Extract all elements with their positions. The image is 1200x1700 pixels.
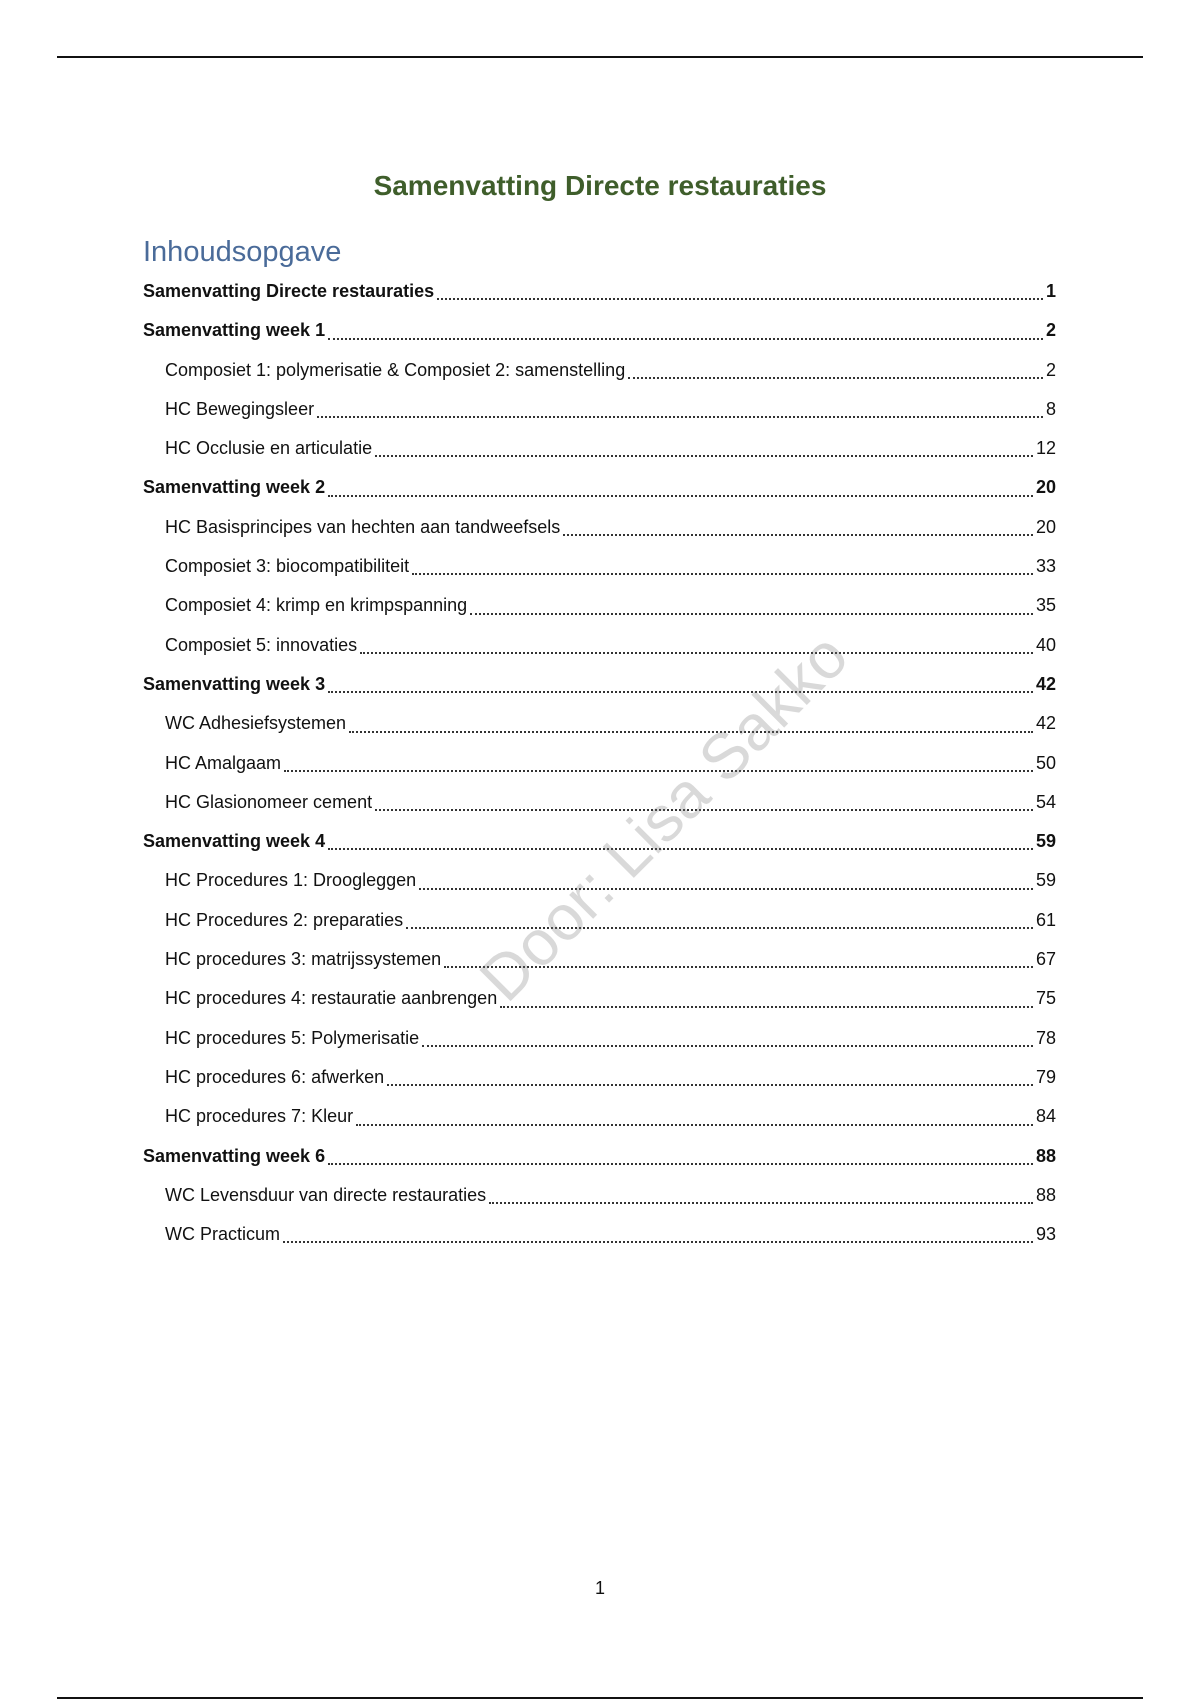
toc-entry-label: HC Bewegingsleer [165, 398, 315, 419]
toc-entry-label: HC Procedures 2: preparaties [165, 909, 404, 930]
toc-entry-page: 2 [1045, 359, 1056, 380]
toc-entry[interactable] [143, 1182, 1056, 1221]
toc-entry-page: 35 [1035, 595, 1056, 616]
toc-entry[interactable] [143, 671, 1056, 710]
toc-entry-label: HC Basisprincipes van hechten aan tandweefsels [165, 516, 561, 537]
toc-entry-label: WC Levensduur van directe restauraties [165, 1184, 487, 1205]
toc-heading: Inhoudsopgave [143, 236, 342, 268]
toc-entry[interactable] [143, 632, 1056, 671]
toc-entry-page: 20 [1035, 516, 1056, 537]
toc-entry-label: Composiet 5: innovaties [165, 634, 358, 655]
toc-leader-dots [563, 534, 1033, 536]
toc-leader-dots [437, 298, 1043, 300]
toc-entry[interactable] [143, 592, 1056, 631]
toc-entry[interactable] [143, 946, 1056, 985]
toc-leader-dots [412, 573, 1033, 575]
toc-entry-page: 78 [1035, 1027, 1056, 1048]
toc-entry[interactable] [143, 553, 1056, 592]
toc-leader-dots [349, 731, 1033, 733]
toc-entry-page: 79 [1035, 1066, 1056, 1087]
toc-entry-label: WC Adhesiefsystemen [165, 713, 347, 734]
toc-leader-dots [328, 338, 1043, 340]
toc-entry-page: 42 [1035, 673, 1056, 694]
toc-leader-dots [470, 613, 1033, 615]
top-rule [57, 56, 1143, 58]
toc-entry[interactable] [143, 435, 1056, 474]
toc-entry-label: WC Practicum [165, 1224, 281, 1245]
toc-entry[interactable] [143, 1064, 1056, 1103]
toc-entry-page: 88 [1035, 1184, 1056, 1205]
bottom-rule [57, 1697, 1143, 1699]
document-title: Samenvatting Directe restauraties [373, 170, 827, 201]
toc-leader-dots [628, 377, 1043, 379]
toc-entry-label: Samenvatting week 3 [143, 673, 326, 694]
toc-entry[interactable] [143, 396, 1056, 435]
toc-entry-label: Samenvatting week 6 [143, 1145, 326, 1166]
toc-entry-label: Composiet 4: krimp en krimpspanning [165, 595, 468, 616]
toc-entry[interactable] [143, 514, 1056, 553]
table-of-contents [143, 278, 1056, 1260]
toc-entry[interactable] [143, 789, 1056, 828]
toc-leader-dots [328, 1163, 1033, 1165]
toc-leader-dots [360, 652, 1033, 654]
toc-entry-label: HC procedures 5: Polymerisatie [165, 1027, 420, 1048]
toc-leader-dots [419, 888, 1033, 890]
toc-entry-page: 61 [1035, 909, 1056, 930]
toc-entry-label: Composiet 1: polymerisatie & Composiet 2: samenstelling [165, 359, 626, 380]
toc-entry[interactable] [143, 750, 1056, 789]
toc-entry-page: 2 [1045, 320, 1056, 341]
toc-entry-label: Composiet 3: biocompatibiliteit [165, 556, 410, 577]
toc-entry-page: 67 [1035, 949, 1056, 970]
toc-entry-page: 50 [1035, 752, 1056, 773]
toc-entry[interactable] [143, 317, 1056, 356]
toc-entry-page: 54 [1035, 791, 1056, 812]
toc-entry-page: 20 [1035, 477, 1056, 498]
toc-entry-page: 84 [1035, 1106, 1056, 1127]
toc-entry-page: 12 [1035, 438, 1056, 459]
toc-entry[interactable] [143, 278, 1056, 317]
toc-entry-page: 59 [1035, 831, 1056, 852]
toc-entry-label: HC Glasionomeer cement [165, 791, 373, 812]
toc-entry-label: HC Procedures 1: Droogleggen [165, 870, 417, 891]
toc-leader-dots [489, 1202, 1033, 1204]
toc-entry-page: 88 [1035, 1145, 1056, 1166]
toc-leader-dots [422, 1045, 1033, 1047]
toc-entry-label: Samenvatting week 4 [143, 831, 326, 852]
toc-entry-label: HC procedures 3: matrijssystemen [165, 949, 442, 970]
toc-entry-label: Samenvatting week 1 [143, 320, 326, 341]
toc-entry-label: Samenvatting Directe restauraties [143, 281, 435, 301]
toc-entry-label: HC Occlusie en articulatie [165, 438, 373, 459]
toc-leader-dots [328, 495, 1033, 497]
toc-leader-dots [375, 455, 1033, 457]
toc-leader-dots [356, 1124, 1033, 1126]
toc-entry[interactable] [143, 1221, 1056, 1260]
toc-leader-dots [283, 1241, 1033, 1243]
toc-entry-label: HC Amalgaam [165, 752, 282, 773]
toc-leader-dots [500, 1006, 1033, 1008]
toc-entry-page: 1 [1045, 281, 1056, 301]
toc-entry-label: HC procedures 6: afwerken [165, 1066, 385, 1087]
toc-entry[interactable] [143, 1025, 1056, 1064]
toc-entry-label: HC procedures 7: Kleur [165, 1106, 354, 1127]
toc-entry-label: HC procedures 4: restauratie aanbrengen [165, 988, 498, 1009]
toc-leader-dots [317, 416, 1043, 418]
toc-leader-dots [328, 691, 1033, 693]
toc-entry-page: 33 [1035, 556, 1056, 577]
toc-entry[interactable] [143, 1103, 1056, 1142]
toc-entry-page: 75 [1035, 988, 1056, 1009]
toc-leader-dots [387, 1084, 1033, 1086]
toc-entry-page: 40 [1035, 634, 1056, 655]
toc-entry-page: 93 [1035, 1224, 1056, 1245]
watermark: Door: Lisa Sakko [465, 619, 862, 1015]
toc-entry-page: 42 [1035, 713, 1056, 734]
toc-entry-label: Samenvatting week 2 [143, 477, 326, 498]
toc-entry[interactable] [143, 710, 1056, 749]
toc-entry[interactable] [143, 985, 1056, 1024]
toc-entry[interactable] [143, 1143, 1056, 1182]
toc-entry[interactable] [143, 474, 1056, 513]
toc-entry[interactable] [143, 357, 1056, 396]
toc-entry-page: 59 [1035, 870, 1056, 891]
page-number: 1 [594, 1578, 605, 1598]
toc-entry-page: 8 [1045, 398, 1056, 419]
